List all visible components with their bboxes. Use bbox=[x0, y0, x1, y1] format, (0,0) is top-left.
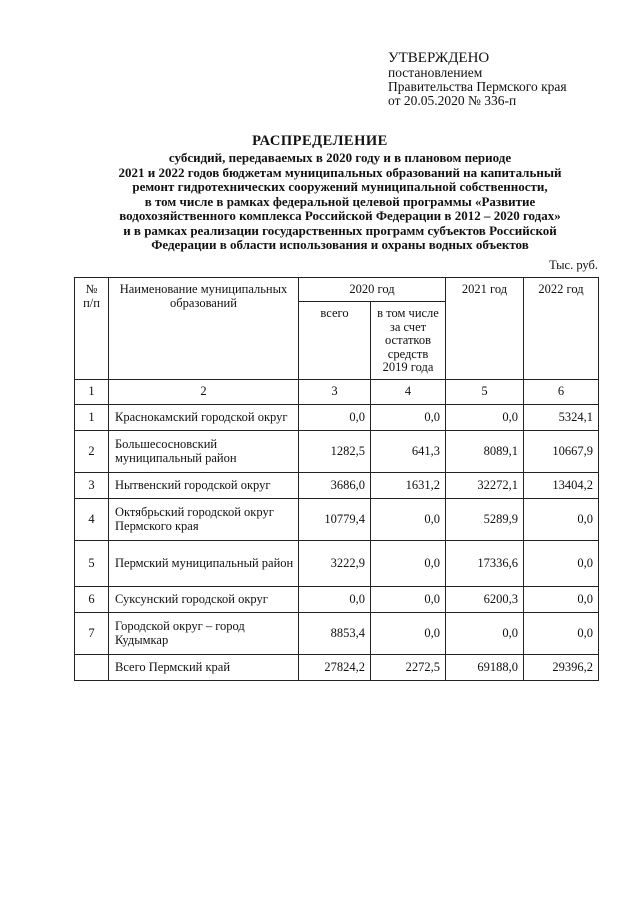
column-number: 3 bbox=[299, 380, 371, 405]
row-name: Городской округ – город Кудымкар bbox=[109, 613, 299, 655]
row-name: Суксунский городской округ bbox=[109, 587, 299, 613]
row-2021: 6200,3 bbox=[446, 587, 524, 613]
row-2021: 0,0 bbox=[446, 613, 524, 655]
table-row bbox=[75, 587, 599, 613]
row-total: 8853,4 bbox=[299, 613, 371, 655]
approval-stamp bbox=[388, 50, 628, 108]
column-number: 2 bbox=[109, 380, 299, 405]
column-number: 5 bbox=[446, 380, 524, 405]
column-number: 1 bbox=[75, 380, 109, 405]
header-num: № п/п bbox=[75, 278, 109, 380]
row-incl: 0,0 bbox=[371, 613, 446, 655]
row-total: 0,0 bbox=[299, 405, 371, 431]
header-row bbox=[75, 278, 599, 302]
row-total: 10779,4 bbox=[299, 499, 371, 541]
row-2022: 0,0 bbox=[524, 541, 599, 587]
subtitle-line: ремонт гидротехнических сооружений муниципальной собственности, bbox=[132, 179, 548, 194]
row-2022: 5324,1 bbox=[524, 405, 599, 431]
row-num: 3 bbox=[75, 473, 109, 499]
row-incl: 0,0 bbox=[371, 541, 446, 587]
row-total: 3686,0 bbox=[299, 473, 371, 499]
document-title: РАСПРЕДЕЛЕНИЕ bbox=[252, 133, 388, 149]
subtitle-line: субсидий, передаваемых в 2020 году и в плановом периоде bbox=[168, 150, 512, 165]
row-incl: 641,3 bbox=[371, 431, 446, 473]
row-name: Пермский муниципальный район bbox=[109, 541, 299, 587]
table-row bbox=[75, 405, 599, 431]
header-incl: в том числе за счет остатков средств 2019 года bbox=[371, 302, 446, 380]
column-number-row bbox=[75, 380, 599, 405]
row-name: Краснокамский городской округ bbox=[109, 405, 299, 431]
subtitle-line: Федерации в области использования и охраны водных объектов bbox=[151, 237, 529, 252]
table-row bbox=[75, 613, 599, 655]
row-2022: 10667,9 bbox=[524, 431, 599, 473]
table-row bbox=[75, 541, 599, 587]
total-total: 27824,2 bbox=[299, 655, 371, 681]
table-row bbox=[75, 473, 599, 499]
row-total: 0,0 bbox=[299, 587, 371, 613]
row-num: 2 bbox=[75, 431, 109, 473]
row-name: Нытвенский городской округ bbox=[109, 473, 299, 499]
row-incl: 0,0 bbox=[371, 405, 446, 431]
subtitle-line: в том числе в рамках федеральной целевой программы «Развитие bbox=[144, 193, 536, 209]
row-2022: 0,0 bbox=[524, 499, 599, 541]
column-number: 6 bbox=[524, 380, 599, 405]
column-number: 4 bbox=[371, 380, 446, 405]
total-incl: 2272,5 bbox=[371, 655, 446, 681]
total-2021: 69188,0 bbox=[446, 655, 524, 681]
row-2021: 32272,1 bbox=[446, 473, 524, 499]
header-name: Наименование муниципальных образований bbox=[109, 278, 299, 380]
row-num: 6 bbox=[75, 587, 109, 613]
header-year-2020: 2020 год bbox=[299, 278, 446, 302]
row-incl: 0,0 bbox=[371, 499, 446, 541]
row-num: 7 bbox=[75, 613, 109, 655]
subtitle-line: водохозяйственного комплекса Российской Федерации в 2012 – 2020 годах» bbox=[119, 208, 561, 223]
approval-line-3: от 20.05.2020 № 336-п bbox=[388, 93, 517, 108]
row-2022: 0,0 bbox=[524, 613, 599, 655]
row-2021: 5289,9 bbox=[446, 499, 524, 541]
subtitle-line: и в рамках реализации государственных программ субъектов Российской bbox=[123, 222, 557, 238]
row-num: 4 bbox=[75, 499, 109, 541]
table-row bbox=[75, 499, 599, 541]
row-num: 5 bbox=[75, 541, 109, 587]
subtitle-line: 2021 и 2022 годов бюджетам муниципальных образований на капитальный bbox=[118, 164, 562, 180]
row-num: 1 bbox=[75, 405, 109, 431]
table-row bbox=[75, 431, 599, 473]
row-name: Большесосновский муниципальный район bbox=[109, 431, 299, 473]
header-total: всего bbox=[299, 302, 371, 380]
row-2022: 0,0 bbox=[524, 587, 599, 613]
row-name: Октябрьский городской округ Пермского края bbox=[109, 499, 299, 541]
total-2022: 29396,2 bbox=[524, 655, 599, 681]
row-2022: 13404,2 bbox=[524, 473, 599, 499]
total-row bbox=[75, 655, 599, 681]
row-2021: 0,0 bbox=[446, 405, 524, 431]
row-incl: 0,0 bbox=[371, 587, 446, 613]
total-name: Всего Пермский край bbox=[109, 655, 299, 681]
document-subtitle bbox=[70, 151, 610, 253]
row-2021: 8089,1 bbox=[446, 431, 524, 473]
approval-heading: УТВЕРЖДЕНО bbox=[388, 50, 490, 66]
approval-line-2: Правительства Пермского края bbox=[388, 79, 567, 94]
row-total: 3222,9 bbox=[299, 541, 371, 587]
approval-line-1: постановлением bbox=[388, 65, 483, 80]
header-year-2021: 2021 год bbox=[446, 278, 524, 380]
units-label: Тыс. руб. bbox=[549, 258, 598, 272]
distribution-table bbox=[74, 277, 599, 681]
row-total: 1282,5 bbox=[299, 431, 371, 473]
row-2021: 17336,6 bbox=[446, 541, 524, 587]
row-incl: 1631,2 bbox=[371, 473, 446, 499]
header-year-2022: 2022 год bbox=[524, 278, 599, 380]
total-num bbox=[75, 655, 109, 681]
